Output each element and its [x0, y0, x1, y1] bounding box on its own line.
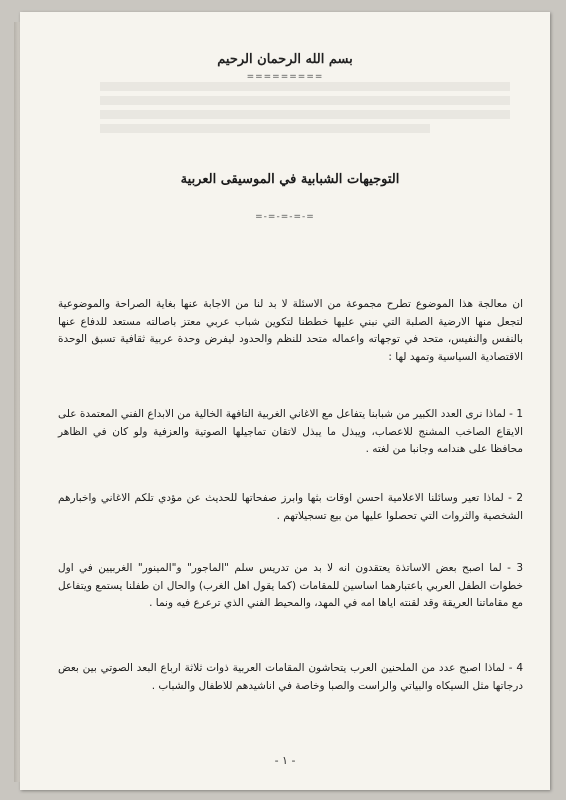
question-item-3: [58, 560, 523, 613]
question-text: 3 - لما اصبح بعض الاساتذة يعتقدون انه لا بد من تدريس سلم "الماجور" و"المينور" الغربيين في اول خطوات الطفل العربي باعتبارهما اساسين للمقامات (كما يقول اهل الغرب) والحال ان طفلنا يستمع ويتفاعل مع مقاماتنا العريقة وقد لقنته اياها امه في المهد، والمحيط الفني الذي ترعرع فيه ونما .: [58, 562, 523, 609]
page-number: - ١ -: [274, 754, 296, 767]
question-text: 4 - لماذا اصبح عدد من الملحنين العرب يتحاشون المقامات العربية ذوات ثلاثة ارباع البعد الصوتي بين بعض درجاتها مثل السيكاه والبياتي والراست والصبا وخاصة في اناشيدهم للاطفال والشباب .: [58, 662, 523, 692]
question-item-1: [58, 406, 523, 459]
intro-text: ان معالجة هذا الموضوع تطرح مجموعة من الاسئلة لا بد لنا من الاجابة عنها بغاية الصراحة والموضوعية لتجعل منها الارضية الصلبة التي نبني عليها خططنا لتكوين شباب عربي معتز باصالته مستعد للدفاع عنها بالنفس والنفيس، متحد في توجهاته واعماله متحد للنظم والحدود ليفرض وحدة عربية ثقافية تسبق الوحدة الاقتصادية السياسية وتمهد لها :: [58, 298, 523, 363]
bleed-through-line: [100, 124, 430, 133]
bleed-through-line: [100, 82, 510, 91]
question-text: 1 - لماذا نرى العدد الكبير من شبابنا يتفاعل مع الاغاني الغربية التافهة الخالية من الابداع الفني المعتمدة على الايقاع الصاخب المشنج للاعصاب، ويبذل ما يبذل لاتقان تماجيلها الصوتية والعزفية ولو كان في الظاهر محافظا على هندامه وجانبا من لغته .: [58, 408, 523, 455]
basmala-ornament: =========: [246, 72, 324, 82]
title-ornament: =-=-=-=-=: [255, 212, 315, 222]
question-item-2: [58, 490, 523, 525]
question-item-4: [58, 660, 523, 695]
intro-paragraph: [58, 296, 523, 366]
bleed-through-line: [100, 96, 510, 105]
document-title: التوجيهات الشبابية في الموسيقى العربية: [180, 172, 400, 187]
document-page: [20, 12, 550, 790]
basmala-heading: بسم الله الرحمان الرحيم: [217, 52, 353, 67]
question-text: 2 - لماذا تعير وسائلنا الاعلامية احسن اوقات بثها وابرز صفحاتها للحديث عن مؤدي تلكم الاغاني واخبارهم الشخصية والثروات التي تحصلوا عليها من بيع تسجيلاتهم .: [58, 492, 523, 522]
bleed-through-line: [100, 110, 510, 119]
